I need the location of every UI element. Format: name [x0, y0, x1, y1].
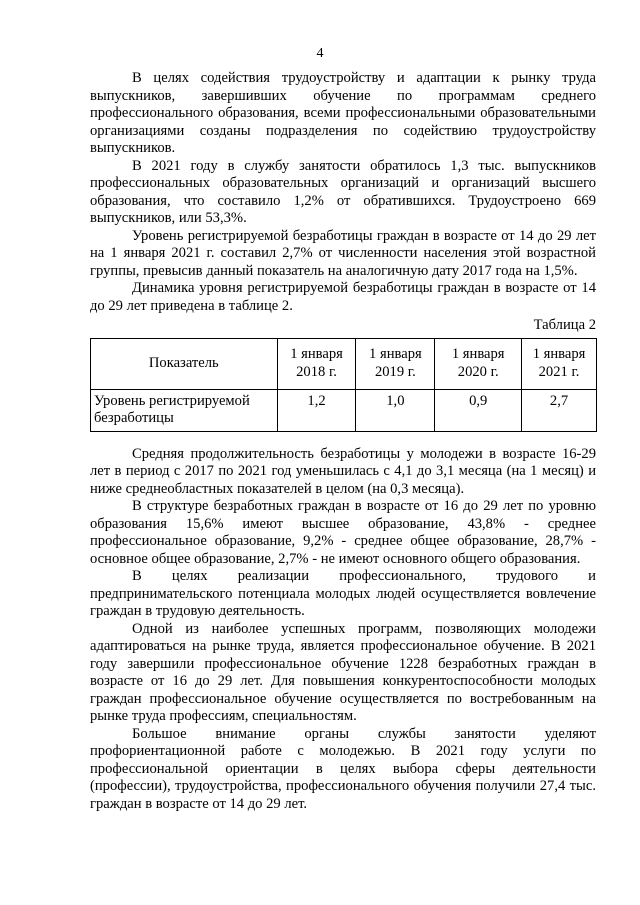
table-caption: Таблица 2: [533, 317, 596, 333]
document-body: [90, 70, 596, 813]
paragraph: В целях реализации профессионального, трудового и предпринимательского потенциала молодых людей осуществляется вовлечение граждан в трудовую деятельность.: [90, 568, 596, 619]
paragraph: Уровень регистрируемой безработицы граждан в возрасте от 14 до 29 лет на 1 января 2021 г. составил 2,7% от численности населения этой возрастной группы, превысив данный показатель на аналогичную дату 2017 года на 1,5%.: [90, 227, 596, 279]
paragraph: В 2021 году в службу занятости обратилось 1,3 тыс. выпускников профессиональных образовательных организаций и организаций высшего образования, что составило 1,2% от обратившихся. Трудоустроено 669 выпускников, или 53,3%.: [90, 157, 596, 226]
paragraph: Одной из наиболее успешных программ, позволяющих молодежи адаптироваться на рынке труда, является профессиональное обучение. В 2021 году завершили профессиональное обучение 1228 безработных граждан в возрасте от 16 до 29 лет. Для повышения конкурентоспособности молодых граждан профессиональное обучение осуществляется по востребованным на рынке труда профессиям, специальностям.: [90, 620, 596, 724]
header-cell: Показатель: [91, 338, 278, 389]
paragraph: Большое внимание органы службы занятости уделяют профориентационной работе с молодежью. В 2021 году услуги по профессиональной ориентации в целях выбора сферы деятельности (профессии), трудоустройства, профессионального обучения получили 27,4 тыс. граждан в возрасте от 14 до 29 лет.: [90, 725, 596, 812]
value-cell: 0,9: [435, 389, 522, 431]
value-cell: 1,0: [356, 389, 435, 431]
value-cell: 1,2: [277, 389, 356, 431]
table-row: [91, 389, 597, 431]
paragraph: В целях содействия трудоустройству и адаптации к рынку труда выпускников, завершивших обучение по программам среднего профессионального образования, всеми профессиональными образовательными организациями созданы подразделения по содействию трудоустройству выпускников.: [90, 70, 596, 156]
paragraph: Средняя продолжительность безработицы у молодежи в возрасте 16-29 лет в период с 2017 по 2021 год уменьшилась с 4,1 до 3,1 месяца (на 1 месяц) и ниже среднеобластных показателей в целом (на 0,3 месяца).: [90, 445, 596, 497]
paragraph: В структуре безработных граждан в возрасте от 16 до 29 лет по уровню образования 15,6% имеют высшее образование, 43,8% - среднее профессиональное образование, 9,2% - среднее общее образование, 28,7% - основное общее образование, 2,7% - не имеют основного общего образования.: [90, 498, 596, 567]
page-number: 4: [316, 46, 324, 61]
unemployment-table: [90, 338, 597, 432]
value-cell: 2,7: [522, 389, 597, 431]
header-cell: 1 января 2018 г.: [277, 338, 356, 389]
row-label-cell: Уровень регистрируемой безработицы: [91, 389, 278, 431]
paragraph: Динамика уровня регистрируемой безработицы граждан в возрасте от 14 до 29 лет приведена в таблице 2.: [90, 280, 596, 314]
header-cell: 1 января 2020 г.: [435, 338, 522, 389]
header-cell: 1 января 2021 г.: [522, 338, 597, 389]
table-header-row: [91, 338, 597, 389]
header-cell: 1 января 2019 г.: [356, 338, 435, 389]
